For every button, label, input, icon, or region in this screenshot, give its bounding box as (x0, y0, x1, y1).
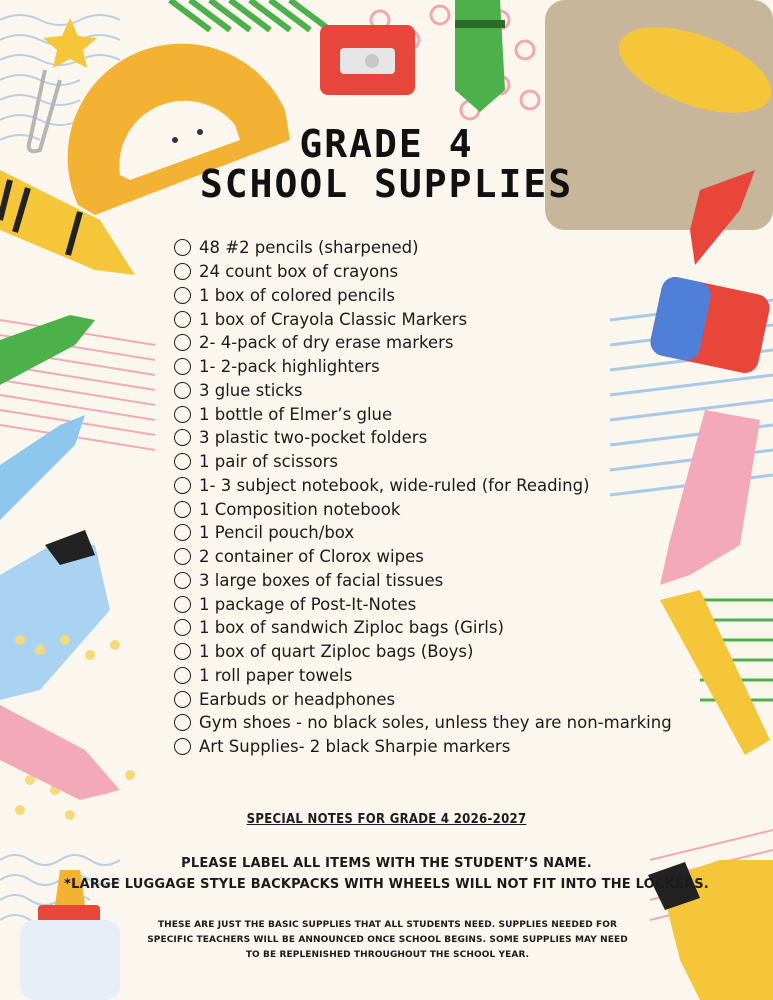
checkbox-circle[interactable] (174, 691, 191, 708)
backpack-note: *LARGE LUGGAGE STYLE BACKPACKS WITH WHEELS WILL NOT FIT INTO THE LOCKERS. (64, 877, 709, 892)
checkbox-circle[interactable] (174, 287, 191, 304)
checkbox-circle[interactable] (174, 477, 191, 494)
checkbox-circle[interactable] (174, 382, 191, 399)
checkbox-circle[interactable] (174, 334, 191, 351)
list-item: 48 #2 pencils (sharpened) (174, 236, 664, 260)
fine-print: THESE ARE JUST THE BASIC SUPPLIES THAT ALL STUDENTS NEED. SUPPLIES NEEDED FOR SPECIFIC TEACHERS WILL BE ANNOUNCED ONCE SCHOOL BEGINS. SOME SUPPLIES MAY NEED TO BE REPLENISHED THROUGHOUT THE SCHOOL YEAR. (147, 920, 628, 960)
checkbox-circle[interactable] (174, 453, 191, 470)
checkbox-circle[interactable] (174, 572, 191, 589)
checkbox-circle[interactable] (174, 667, 191, 684)
checkbox-circle[interactable] (174, 643, 191, 660)
list-item: 1- 2-pack highlighters (174, 355, 664, 379)
checkbox-circle[interactable] (174, 263, 191, 280)
checkbox-circle[interactable] (174, 358, 191, 375)
checkbox-circle[interactable] (174, 619, 191, 636)
checkbox-circle[interactable] (174, 406, 191, 423)
checkbox-circle[interactable] (174, 501, 191, 518)
checkbox-circle[interactable] (174, 239, 191, 256)
list-item: 3 glue sticks (174, 379, 664, 403)
title-grade: GRADE 4 (299, 122, 474, 166)
list-item: 1 box of sandwich Ziploc bags (Girls) (174, 616, 664, 640)
checkbox-circle[interactable] (174, 596, 191, 613)
list-item: 1 bottle of Elmer’s glue (174, 402, 664, 426)
checkbox-circle[interactable] (174, 714, 191, 731)
list-item: 1 box of Crayola Classic Markers (174, 307, 664, 331)
list-item: 1 Pencil pouch/box (174, 521, 664, 545)
list-item: 1 package of Post-It-Notes (174, 592, 664, 616)
title-school-supplies: SCHOOL SUPPLIES (199, 162, 574, 206)
list-item: 3 plastic two-pocket folders (174, 426, 664, 450)
checkbox-circle[interactable] (174, 429, 191, 446)
list-item: 1- 3 subject notebook, wide-ruled (for Reading) (174, 474, 664, 498)
list-item: 1 box of colored pencils (174, 284, 664, 308)
list-item: Art Supplies- 2 black Sharpie markers (174, 735, 664, 759)
list-item: 1 Composition notebook (174, 497, 664, 521)
list-item: Earbuds or headphones (174, 687, 664, 711)
list-item: 3 large boxes of facial tissues (174, 569, 664, 593)
checkbox-circle[interactable] (174, 738, 191, 755)
list-item: 24 count box of crayons (174, 260, 664, 284)
checkbox-circle[interactable] (174, 311, 191, 328)
list-item: 2- 4-pack of dry erase markers (174, 331, 664, 355)
checkbox-circle[interactable] (174, 548, 191, 565)
list-item: 2 container of Clorox wipes (174, 545, 664, 569)
checkbox-circle[interactable] (174, 524, 191, 541)
label-items-note: PLEASE LABEL ALL ITEMS WITH THE STUDENT’S NAME. (181, 856, 592, 871)
list-item: Gym shoes - no black soles, unless they are non-marking (174, 711, 664, 735)
list-item: 1 roll paper towels (174, 664, 664, 688)
supply-checklist (174, 236, 672, 759)
list-item: 1 pair of scissors (174, 450, 664, 474)
list-item: 1 box of quart Ziploc bags (Boys) (174, 640, 664, 664)
special-notes-heading: SPECIAL NOTES FOR GRADE 4 2026-2027 (246, 812, 527, 827)
